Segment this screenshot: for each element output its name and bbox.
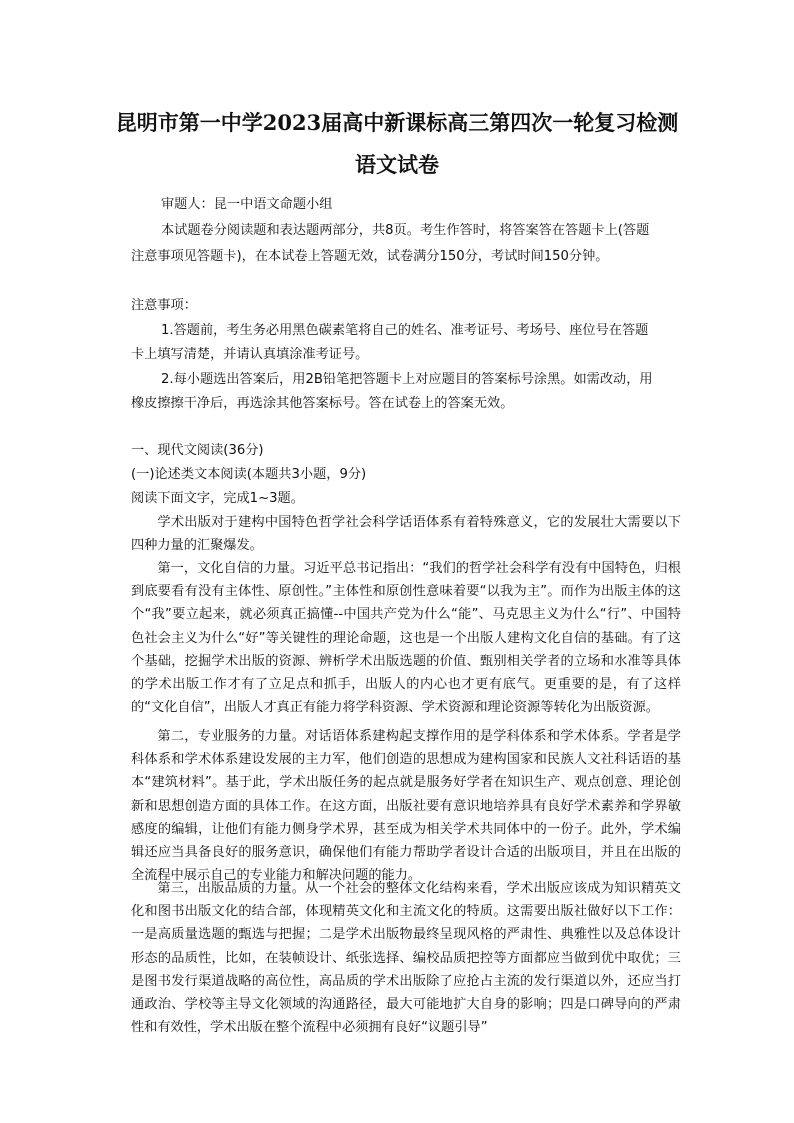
notice-item-1-line-1: 1.答题前，考生务必用黑色碳素笔将自己的姓名、准考证号、考场号、座位号在答题 [161, 323, 649, 338]
intro-line-1: 本试题卷分阅读题和表达题两部分，共8页。考生作答时，将答案答在答题卡上(答题 [161, 223, 650, 238]
article-paragraph-3: 第二，专业服务的力量。对话语体系建构起支撑作用的是学科体系和学术体系。学者是学科体系和学术体系建设发展的主力军，他们创造的思想成为建构国家和民族人文社科话语的基本“建筑材料”。基于此，学术出版任务的起点就是服务好学者在知识生产、观点创意、理论创新和思想创造方面的具体工作。在这方面，出版社要有意识地培养具有良好学术素养和学界敏感度的编辑，让他们有能力侧身学术界，甚至成为相关学术共同体中的一份子。此外，学术编辑还应当具备良好的服务意识，确保他们有能力帮助学者设计合适的出版项目，并且在出版的全流程中展示自己的专业能力和解决问题的能力。 [131, 729, 681, 884]
exam-subtitle: 语文试卷 [355, 152, 439, 177]
notice-item-2-line-1: 2.每小题选出答案后，用2B铅笔把答题卡上对应题目的答案标号涂黑。如需改动，用 [161, 372, 653, 387]
notice-heading: 注意事项： [131, 298, 197, 313]
notice-item-2-line-2: 橡皮擦擦干净后，再选涂其他答案标号。答在试卷上的答案无效。 [131, 396, 514, 411]
reading-instruction: 阅读下面文字，完成1~3题。 [131, 491, 304, 506]
intro-line-2: 注意事项见答题卡)，在本试卷上答题无效，试卷满分150分，考试时间150分钟。 [131, 249, 609, 264]
section-subheading: (一)论述类文本阅读(本题共3小题，9分) [131, 467, 367, 482]
article-paragraph-1: 学术出版对于建构中国特色哲学社会科学话语体系有着特殊意义，它的发展壮大需要以下四种力量的汇聚爆发。 [131, 515, 681, 554]
exam-title: 昆明市第一中学2023届高中新课标高三第四次一轮复习检测 [115, 110, 679, 135]
article-paragraph-4: 第三，出版品质的力量。从一个社会的整体文化结构来看，学术出版应该成为知识精英文化和图书出版文化的结合部，体现精英文化和主流文化的特质。这需要出版社做好以下工作：一是高质量选题的甄选与把握；二是学术出版物最终呈现风格的严肃性、典雅性以及总体设计形态的品质性，比如，在装帧设计、纸张选择、编校品质把控等方面都应当做到优中取优；三是图书发行渠道战略的高位性，高品质的学术出版除了应抢占主流的发行渠道以外，还应当打通政治、学校等主导文化领域的沟通路径，最大可能地扩大自身的影响；四是口碑导向的严肃性和有效性，学术出版在整个流程中必须拥有良好“议题引导” [131, 881, 681, 1036]
reviewer-line: 审题人：昆一中语文命题小组 [161, 197, 333, 212]
article-paragraph-2: 第一，文化自信的力量。习近平总书记指出：“我们的哲学社会科学有没有中国特色，归根到底要看有没有主体性、原创性。”主体性和原创性意味着要“以我为主”。而作为出版主体的这个“我”要立起来，就必须真正搞懂--中国共产党为什么“能”、马克思主义为什么“行”、中国特色社会主义为什么“好”等关键性的理论命题，这也是一个出版人建构文化自信的基础。有了这个基础，挖掘学术出版的资源、辨析学术出版选题的价值、甄别相关学者的立场和水准等具体的学术出版工作才有了立足点和抓手，出版人的内心也才更有底气。更重要的是，有了这样的“文化自信”，出版人才真正有能力将学科资源、学术资源和理论资源等转化为出版资源。 [131, 561, 681, 716]
section-heading: 一、现代文阅读(36分) [131, 443, 264, 458]
notice-item-1-line-2: 卡上填写清楚，并请认真填涂准考证号。 [131, 347, 369, 362]
